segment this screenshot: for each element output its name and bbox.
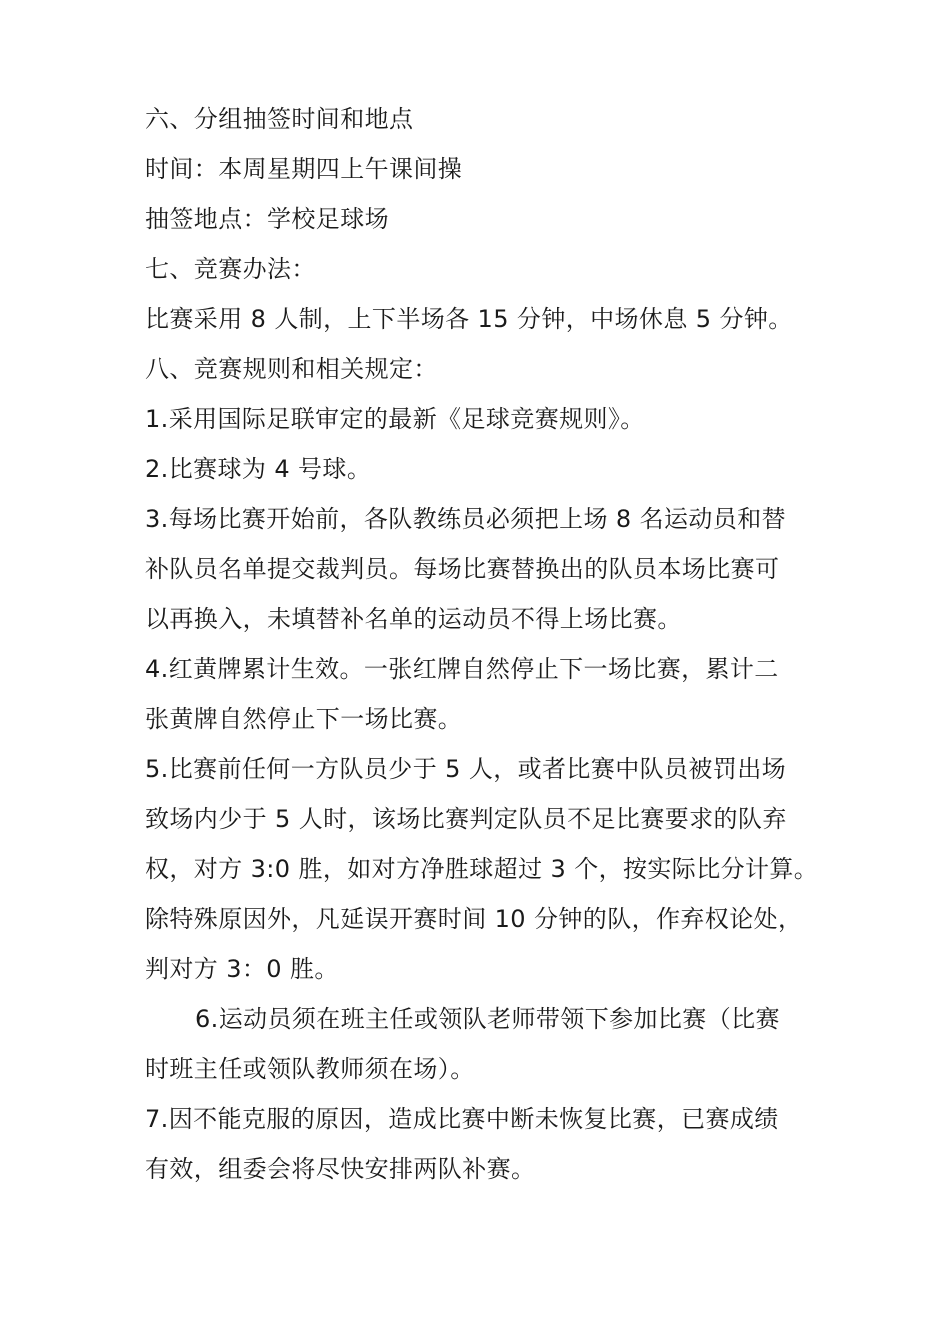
rule-4-line-2: 张黄牌自然停止下一场比赛。 [145, 705, 463, 733]
draw-location-line: 抽签地点：学校足球场 [145, 205, 389, 233]
rule-3-line-2: 补队员名单提交裁判员。每场比赛替换出的队员本场比赛可 [145, 555, 780, 583]
rule-5-line-5: 判对方 3：0 胜。 [145, 955, 339, 983]
rule-5-line-4: 除特殊原因外，凡延误开赛时间 10 分钟的队，作弃权论处， [145, 905, 803, 933]
rule-5-line-1: 5.比赛前任何一方队员少于 5 人，或者比赛中队员被罚出场 [145, 755, 787, 783]
draw-time-line: 时间：本周星期四上午课间操 [145, 155, 463, 183]
rule-6-line-1: 6.运动员须在班主任或领队老师带领下参加比赛（比赛 [195, 1005, 780, 1033]
section-heading-8: 八、竞赛规则和相关规定： [145, 355, 438, 383]
rule-5-line-2: 致场内少于 5 人时，该场比赛判定队员不足比赛要求的队弃 [145, 805, 787, 833]
rule-7-line-2: 有效，组委会将尽快安排两队补赛。 [145, 1155, 536, 1183]
competition-method-line: 比赛采用 8 人制，上下半场各 15 分钟，中场休息 5 分钟。 [145, 305, 793, 333]
rule-6-line-2: 时班主任或领队教师须在场）。 [145, 1055, 475, 1083]
section-heading-7: 七、竞赛办法： [145, 255, 316, 283]
rule-2-line: 2.比赛球为 4 号球。 [145, 455, 372, 483]
rule-7-line-1: 7.因不能克服的原因，造成比赛中断未恢复比赛，已赛成绩 [145, 1105, 779, 1133]
rule-3-line-1: 3.每场比赛开始前，各队教练员必须把上场 8 名运动员和替 [145, 505, 787, 533]
document-body [145, 94, 819, 1194]
rule-3-line-3: 以再换入，未填替补名单的运动员不得上场比赛。 [145, 605, 682, 633]
rule-5-line-3: 权，对方 3:0 胜，如对方净胜球超过 3 个，按实际比分计算。 [145, 855, 819, 883]
section-heading-6: 六、分组抽签时间和地点 [145, 105, 414, 133]
rule-1-line: 1.采用国际足联审定的最新《足球竞赛规则》。 [145, 405, 645, 433]
rule-4-line-1: 4.红黄牌累计生效。一张红牌自然停止下一场比赛，累计二 [145, 655, 779, 683]
